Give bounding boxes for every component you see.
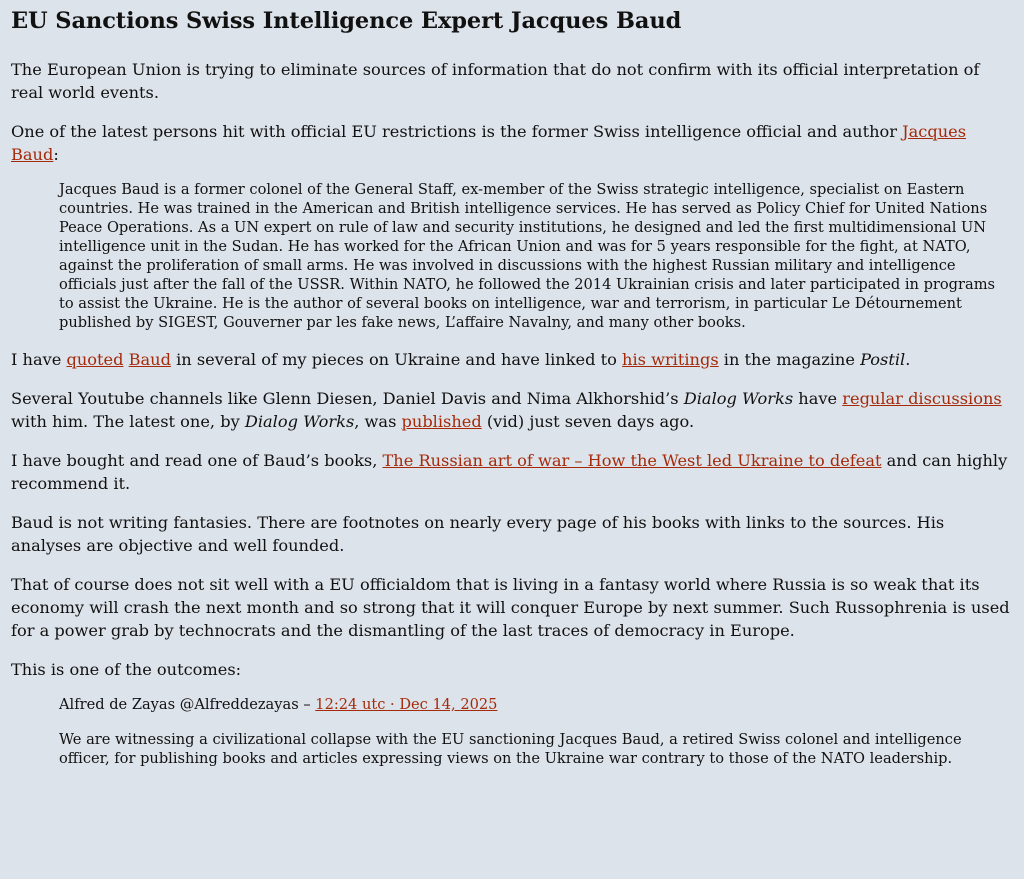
tweet-quote xyxy=(59,695,1014,768)
page-title: EU Sanctions Swiss Intelligence Expert Jacques Baud xyxy=(11,8,682,34)
tweet-timestamp-link[interactable]: 12:24 utc · Dec 14, 2025 xyxy=(315,696,498,713)
paragraph-footnotes: Baud is not writing fantasies. There are footnotes on nearly every page of his books with links to the sources. His analyses are objective and well founded. xyxy=(11,513,945,555)
paragraph-youtube: Several Youtube channels like Glenn Diesen, Daniel Davis and Nima Alkhorshid’s Dialog Works have regular discussions with him. The latest one, by Dialog Works, was published (vid) just seven days ago. xyxy=(11,389,1002,431)
quoted-link[interactable]: quoted xyxy=(66,350,124,369)
paragraph-outcomes: This is one of the outcomes: xyxy=(11,660,242,679)
paragraph-persons: One of the latest persons hit with official EU restrictions is the former Swiss intelligence official and author Jacques Baud: xyxy=(11,122,967,164)
bio-quote-text: Jacques Baud is a former colonel of the General Staff, ex-member of the Swiss strategic intelligence, specialist on Eastern countries. He was trained in the American and British intelligence services. He has served as Policy Chief for United Nations Peace Operations. As a UN expert on rule of law and security institutions, he designed and led the first multidimensional UN intelligence unit in the Sudan. He has worked for the African Union and was for 5 years responsible for the fight, at NATO, against the proliferation of small arms. He was involved in discussions with the highest Russian military and intelligence officials just after the fall of the USSR. Within NATO, he followed the 2014 Ukrainian crisis and later participated in programs to assist the Ukraine. He is the author of several books on intelligence, war and terrorism, in particular Le Détournement published by SIGEST, Gouverner par les fake news, L’affaire Navalny, and many other books. xyxy=(59,181,996,331)
his-writings-link[interactable]: his writings xyxy=(622,350,719,369)
book-link[interactable]: The Russian art of war – How the West led Ukraine to defeat xyxy=(382,451,882,470)
paragraph-book: I have bought and read one of Baud’s books, The Russian art of war – How the West led Ukraine to defeat and can highly recommend it. xyxy=(11,451,1008,493)
tweet-author: Alfred de Zayas @Alfreddezayas – xyxy=(59,696,316,713)
tweet-text: We are witnessing a civilizational collapse with the EU sanctioning Jacques Baud, a retired Swiss colonel and intelligence officer, for publishing books and articles expressing views on the Ukraine war contrary to those of the NATO leadership. xyxy=(59,731,962,767)
published-link[interactable]: published xyxy=(401,412,482,431)
tweet-meta xyxy=(59,695,1014,714)
regular-discussions-link[interactable]: regular discussions xyxy=(842,389,1002,408)
paragraph-intro: The European Union is trying to eliminate sources of information that do not confirm with its official interpretation of real world events. xyxy=(11,60,980,102)
jacques-baud-link[interactable]: Jacques Baud xyxy=(11,122,967,164)
paragraph-quoted: I have quoted Baud in several of my pieces on Ukraine and have linked to his writings in the magazine Postil. xyxy=(11,350,911,369)
paragraph-officialdom: That of course does not sit well with a EU officialdom that is living in a fantasy world where Russia is so weak that its economy will crash the next month and so strong that it will conquer Europe by next summer. Such Russophrenia is used for a power grab by technocrats and the dismantling of the last traces of democracy in Europe. xyxy=(11,575,1010,640)
magazine-name: Postil xyxy=(860,350,906,369)
bio-quote xyxy=(59,180,1014,332)
baud-link[interactable]: Baud xyxy=(128,350,171,369)
